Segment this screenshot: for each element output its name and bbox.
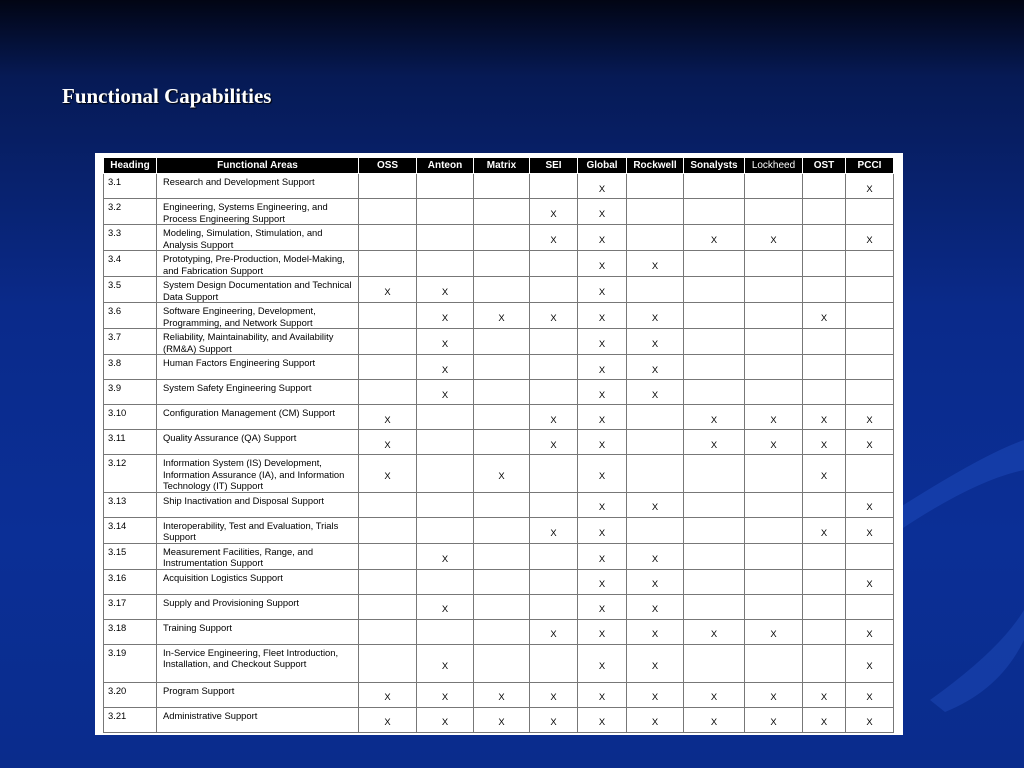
pcci-mark-cell: X: [846, 492, 894, 517]
sei-mark-cell: X: [530, 619, 578, 644]
heading-cell: 3.13: [104, 492, 157, 517]
matrix-mark-cell: [474, 517, 530, 543]
pcci-mark-cell: X: [846, 707, 894, 732]
anteon-mark-cell: [417, 455, 474, 493]
rockwell-mark-cell: [627, 199, 684, 225]
anteon-mark-cell: [417, 619, 474, 644]
oss-mark-cell: X: [359, 430, 417, 455]
ost-mark-cell: [803, 569, 846, 594]
anteon-mark-cell: X: [417, 277, 474, 303]
rockwell-mark-cell: X: [627, 543, 684, 569]
global-mark-cell: X: [578, 405, 627, 430]
lockheed-mark-cell: [745, 329, 803, 355]
column-header-oss: OSS: [359, 158, 417, 174]
rockwell-mark-cell: X: [627, 619, 684, 644]
lockheed-mark-cell: [745, 174, 803, 199]
anteon-mark-cell: X: [417, 303, 474, 329]
anteon-mark-cell: [417, 251, 474, 277]
heading-cell: 3.4: [104, 251, 157, 277]
matrix-mark-cell: [474, 543, 530, 569]
oss-mark-cell: [359, 380, 417, 405]
capabilities-table: [103, 158, 894, 733]
heading-cell: 3.17: [104, 594, 157, 619]
oss-mark-cell: [359, 199, 417, 225]
matrix-mark-cell: [474, 225, 530, 251]
matrix-mark-cell: X: [474, 682, 530, 707]
table-row: [104, 543, 894, 569]
pcci-mark-cell: X: [846, 225, 894, 251]
sonalysts-mark-cell: [684, 380, 745, 405]
matrix-mark-cell: [474, 492, 530, 517]
oss-mark-cell: [359, 303, 417, 329]
sei-mark-cell: [530, 380, 578, 405]
sei-mark-cell: [530, 569, 578, 594]
global-mark-cell: X: [578, 303, 627, 329]
heading-cell: 3.11: [104, 430, 157, 455]
ost-mark-cell: X: [803, 707, 846, 732]
sonalysts-mark-cell: [684, 303, 745, 329]
sei-mark-cell: X: [530, 430, 578, 455]
functional-area-cell: Training Support: [157, 619, 359, 644]
ost-mark-cell: X: [803, 455, 846, 493]
lockheed-mark-cell: [745, 455, 803, 493]
global-mark-cell: X: [578, 455, 627, 493]
heading-cell: 3.12: [104, 455, 157, 493]
table-row: [104, 569, 894, 594]
rockwell-mark-cell: X: [627, 594, 684, 619]
global-mark-cell: X: [578, 355, 627, 380]
matrix-mark-cell: [474, 251, 530, 277]
oss-mark-cell: [359, 619, 417, 644]
table-row: [104, 303, 894, 329]
heading-cell: 3.18: [104, 619, 157, 644]
sonalysts-mark-cell: X: [684, 405, 745, 430]
sonalysts-mark-cell: [684, 455, 745, 493]
column-header-sei: SEI: [530, 158, 578, 174]
lockheed-mark-cell: X: [745, 430, 803, 455]
table-row: [104, 594, 894, 619]
global-mark-cell: X: [578, 251, 627, 277]
matrix-mark-cell: X: [474, 707, 530, 732]
sei-mark-cell: [530, 251, 578, 277]
rockwell-mark-cell: [627, 430, 684, 455]
lockheed-mark-cell: [745, 569, 803, 594]
sei-mark-cell: [530, 174, 578, 199]
functional-area-cell: Ship Inactivation and Disposal Support: [157, 492, 359, 517]
oss-mark-cell: [359, 517, 417, 543]
anteon-mark-cell: [417, 517, 474, 543]
ost-mark-cell: X: [803, 405, 846, 430]
rockwell-mark-cell: X: [627, 251, 684, 277]
ost-mark-cell: [803, 492, 846, 517]
global-mark-cell: X: [578, 380, 627, 405]
column-header-global: Global: [578, 158, 627, 174]
pcci-mark-cell: [846, 329, 894, 355]
lockheed-mark-cell: [745, 492, 803, 517]
table-row: [104, 644, 894, 682]
heading-cell: 3.7: [104, 329, 157, 355]
sonalysts-mark-cell: X: [684, 707, 745, 732]
pcci-mark-cell: X: [846, 517, 894, 543]
lockheed-mark-cell: [745, 277, 803, 303]
heading-cell: 3.8: [104, 355, 157, 380]
ost-mark-cell: [803, 329, 846, 355]
rockwell-mark-cell: X: [627, 303, 684, 329]
ost-mark-cell: [803, 174, 846, 199]
anteon-mark-cell: [417, 174, 474, 199]
sonalysts-mark-cell: [684, 569, 745, 594]
lockheed-mark-cell: [745, 199, 803, 225]
global-mark-cell: X: [578, 329, 627, 355]
sei-mark-cell: X: [530, 225, 578, 251]
ost-mark-cell: [803, 644, 846, 682]
matrix-mark-cell: X: [474, 303, 530, 329]
rockwell-mark-cell: [627, 277, 684, 303]
functional-area-cell: In-Service Engineering, Fleet Introduction, Installation, and Checkout Support: [157, 644, 359, 682]
oss-mark-cell: X: [359, 405, 417, 430]
sei-mark-cell: X: [530, 517, 578, 543]
anteon-mark-cell: [417, 569, 474, 594]
rockwell-mark-cell: [627, 455, 684, 493]
global-mark-cell: X: [578, 682, 627, 707]
rockwell-mark-cell: X: [627, 380, 684, 405]
functional-area-cell: System Safety Engineering Support: [157, 380, 359, 405]
pcci-mark-cell: X: [846, 405, 894, 430]
oss-mark-cell: [359, 594, 417, 619]
ost-mark-cell: [803, 619, 846, 644]
sei-mark-cell: [530, 277, 578, 303]
table-row: [104, 225, 894, 251]
oss-mark-cell: X: [359, 682, 417, 707]
oss-mark-cell: X: [359, 707, 417, 732]
column-header-functional-areas: Functional Areas: [157, 158, 359, 174]
rockwell-mark-cell: X: [627, 329, 684, 355]
anteon-mark-cell: X: [417, 644, 474, 682]
heading-cell: 3.2: [104, 199, 157, 225]
sonalysts-mark-cell: [684, 543, 745, 569]
sonalysts-mark-cell: [684, 517, 745, 543]
pcci-mark-cell: X: [846, 682, 894, 707]
sei-mark-cell: [530, 644, 578, 682]
heading-cell: 3.21: [104, 707, 157, 732]
global-mark-cell: X: [578, 492, 627, 517]
matrix-mark-cell: [474, 619, 530, 644]
oss-mark-cell: [359, 355, 417, 380]
functional-area-cell: Acquisition Logistics Support: [157, 569, 359, 594]
ost-mark-cell: X: [803, 682, 846, 707]
ost-mark-cell: [803, 543, 846, 569]
pcci-mark-cell: [846, 543, 894, 569]
sonalysts-mark-cell: X: [684, 225, 745, 251]
heading-cell: 3.20: [104, 682, 157, 707]
functional-area-cell: Research and Development Support: [157, 174, 359, 199]
heading-cell: 3.6: [104, 303, 157, 329]
sonalysts-mark-cell: [684, 174, 745, 199]
pcci-mark-cell: [846, 251, 894, 277]
rockwell-mark-cell: X: [627, 682, 684, 707]
functional-area-cell: Modeling, Simulation, Stimulation, and Analysis Support: [157, 225, 359, 251]
slide-title: Functional Capabilities: [62, 84, 272, 108]
column-header-ost: OST: [803, 158, 846, 174]
table-row: [104, 682, 894, 707]
column-header-lockheed: Lockheed: [745, 158, 803, 174]
functional-area-cell: Configuration Management (CM) Support: [157, 405, 359, 430]
table-panel: [95, 153, 903, 735]
anteon-mark-cell: X: [417, 594, 474, 619]
pcci-mark-cell: [846, 455, 894, 493]
ost-mark-cell: [803, 594, 846, 619]
table-row: [104, 492, 894, 517]
pcci-mark-cell: [846, 355, 894, 380]
global-mark-cell: X: [578, 619, 627, 644]
heading-cell: 3.1: [104, 174, 157, 199]
pcci-mark-cell: X: [846, 619, 894, 644]
functional-area-cell: Quality Assurance (QA) Support: [157, 430, 359, 455]
matrix-mark-cell: [474, 199, 530, 225]
sonalysts-mark-cell: [684, 199, 745, 225]
sonalysts-mark-cell: [684, 492, 745, 517]
lockheed-mark-cell: [745, 303, 803, 329]
sonalysts-mark-cell: X: [684, 430, 745, 455]
ost-mark-cell: [803, 199, 846, 225]
heading-cell: 3.9: [104, 380, 157, 405]
sei-mark-cell: X: [530, 303, 578, 329]
lockheed-mark-cell: [745, 251, 803, 277]
global-mark-cell: X: [578, 644, 627, 682]
matrix-mark-cell: [474, 174, 530, 199]
pcci-mark-cell: [846, 594, 894, 619]
matrix-mark-cell: X: [474, 455, 530, 493]
rockwell-mark-cell: [627, 225, 684, 251]
anteon-mark-cell: [417, 430, 474, 455]
global-mark-cell: X: [578, 594, 627, 619]
global-mark-cell: X: [578, 225, 627, 251]
oss-mark-cell: [359, 569, 417, 594]
heading-cell: 3.10: [104, 405, 157, 430]
table-row: [104, 707, 894, 732]
global-mark-cell: X: [578, 199, 627, 225]
table-row: [104, 355, 894, 380]
functional-area-cell: Reliability, Maintainability, and Availability (RM&A) Support: [157, 329, 359, 355]
table-row: [104, 405, 894, 430]
lockheed-mark-cell: [745, 355, 803, 380]
table-body: [104, 174, 894, 733]
sei-mark-cell: X: [530, 199, 578, 225]
table-row: [104, 251, 894, 277]
column-header-matrix: Matrix: [474, 158, 530, 174]
oss-mark-cell: X: [359, 455, 417, 493]
anteon-mark-cell: [417, 199, 474, 225]
lockheed-mark-cell: [745, 517, 803, 543]
anteon-mark-cell: X: [417, 329, 474, 355]
table-row: [104, 329, 894, 355]
heading-cell: 3.19: [104, 644, 157, 682]
table-row: [104, 430, 894, 455]
anteon-mark-cell: X: [417, 682, 474, 707]
sei-mark-cell: [530, 329, 578, 355]
table-row: [104, 277, 894, 303]
heading-cell: 3.14: [104, 517, 157, 543]
ost-mark-cell: [803, 251, 846, 277]
rockwell-mark-cell: [627, 174, 684, 199]
rockwell-mark-cell: [627, 517, 684, 543]
oss-mark-cell: [359, 174, 417, 199]
functional-area-cell: Measurement Facilities, Range, and Instrumentation Support: [157, 543, 359, 569]
global-mark-cell: X: [578, 543, 627, 569]
anteon-mark-cell: [417, 405, 474, 430]
sonalysts-mark-cell: X: [684, 682, 745, 707]
rockwell-mark-cell: X: [627, 644, 684, 682]
oss-mark-cell: [359, 225, 417, 251]
table-row: [104, 517, 894, 543]
ost-mark-cell: [803, 355, 846, 380]
functional-area-cell: Prototyping, Pre-Production, Model-Making, and Fabrication Support: [157, 251, 359, 277]
ost-mark-cell: X: [803, 430, 846, 455]
table-row: [104, 174, 894, 199]
ost-mark-cell: X: [803, 303, 846, 329]
sei-mark-cell: [530, 492, 578, 517]
heading-cell: 3.5: [104, 277, 157, 303]
pcci-mark-cell: X: [846, 174, 894, 199]
sonalysts-mark-cell: [684, 251, 745, 277]
sonalysts-mark-cell: [684, 355, 745, 380]
anteon-mark-cell: X: [417, 707, 474, 732]
column-header-sonalysts: Sonalysts: [684, 158, 745, 174]
sei-mark-cell: [530, 594, 578, 619]
matrix-mark-cell: [474, 430, 530, 455]
functional-area-cell: System Design Documentation and Technical Data Support: [157, 277, 359, 303]
sonalysts-mark-cell: [684, 594, 745, 619]
lockheed-mark-cell: X: [745, 405, 803, 430]
global-mark-cell: X: [578, 277, 627, 303]
pcci-mark-cell: X: [846, 569, 894, 594]
pcci-mark-cell: [846, 277, 894, 303]
functional-area-cell: Program Support: [157, 682, 359, 707]
functional-area-cell: Information System (IS) Development, Information Assurance (IA), and Information Technology (IT) Support: [157, 455, 359, 493]
matrix-mark-cell: [474, 594, 530, 619]
functional-area-cell: Supply and Provisioning Support: [157, 594, 359, 619]
functional-area-cell: Software Engineering, Development, Programming, and Network Support: [157, 303, 359, 329]
oss-mark-cell: [359, 251, 417, 277]
anteon-mark-cell: X: [417, 543, 474, 569]
sonalysts-mark-cell: X: [684, 619, 745, 644]
rockwell-mark-cell: X: [627, 492, 684, 517]
anteon-mark-cell: [417, 225, 474, 251]
lockheed-mark-cell: X: [745, 682, 803, 707]
functional-area-cell: Interoperability, Test and Evaluation, Trials Support: [157, 517, 359, 543]
lockheed-mark-cell: X: [745, 225, 803, 251]
table-header-row: [104, 158, 894, 174]
functional-area-cell: Administrative Support: [157, 707, 359, 732]
matrix-mark-cell: [474, 569, 530, 594]
column-header-pcci: PCCI: [846, 158, 894, 174]
oss-mark-cell: X: [359, 277, 417, 303]
oss-mark-cell: [359, 492, 417, 517]
functional-area-cell: Human Factors Engineering Support: [157, 355, 359, 380]
oss-mark-cell: [359, 644, 417, 682]
lockheed-mark-cell: [745, 543, 803, 569]
heading-cell: 3.16: [104, 569, 157, 594]
matrix-mark-cell: [474, 329, 530, 355]
sonalysts-mark-cell: [684, 329, 745, 355]
anteon-mark-cell: X: [417, 355, 474, 380]
sei-mark-cell: [530, 543, 578, 569]
ost-mark-cell: [803, 380, 846, 405]
ost-mark-cell: [803, 277, 846, 303]
sei-mark-cell: X: [530, 405, 578, 430]
lockheed-mark-cell: [745, 380, 803, 405]
pcci-mark-cell: X: [846, 430, 894, 455]
lockheed-mark-cell: [745, 644, 803, 682]
global-mark-cell: X: [578, 707, 627, 732]
rockwell-mark-cell: X: [627, 707, 684, 732]
lockheed-mark-cell: X: [745, 707, 803, 732]
pcci-mark-cell: [846, 303, 894, 329]
pcci-mark-cell: X: [846, 644, 894, 682]
rockwell-mark-cell: [627, 405, 684, 430]
sei-mark-cell: X: [530, 707, 578, 732]
anteon-mark-cell: [417, 492, 474, 517]
table-row: [104, 199, 894, 225]
oss-mark-cell: [359, 329, 417, 355]
table-row: [104, 619, 894, 644]
rockwell-mark-cell: X: [627, 569, 684, 594]
sei-mark-cell: [530, 355, 578, 380]
matrix-mark-cell: [474, 277, 530, 303]
column-header-rockwell: Rockwell: [627, 158, 684, 174]
heading-cell: 3.15: [104, 543, 157, 569]
ost-mark-cell: [803, 225, 846, 251]
sei-mark-cell: X: [530, 682, 578, 707]
ost-mark-cell: X: [803, 517, 846, 543]
matrix-mark-cell: [474, 380, 530, 405]
global-mark-cell: X: [578, 174, 627, 199]
anteon-mark-cell: X: [417, 380, 474, 405]
global-mark-cell: X: [578, 430, 627, 455]
matrix-mark-cell: [474, 644, 530, 682]
sonalysts-mark-cell: [684, 644, 745, 682]
pcci-mark-cell: [846, 199, 894, 225]
matrix-mark-cell: [474, 405, 530, 430]
pcci-mark-cell: [846, 380, 894, 405]
lockheed-mark-cell: [745, 594, 803, 619]
heading-cell: 3.3: [104, 225, 157, 251]
sei-mark-cell: [530, 455, 578, 493]
table-row: [104, 455, 894, 493]
lockheed-mark-cell: X: [745, 619, 803, 644]
matrix-mark-cell: [474, 355, 530, 380]
global-mark-cell: X: [578, 517, 627, 543]
oss-mark-cell: [359, 543, 417, 569]
column-header-heading: Heading: [104, 158, 157, 174]
rockwell-mark-cell: X: [627, 355, 684, 380]
table-row: [104, 380, 894, 405]
sonalysts-mark-cell: [684, 277, 745, 303]
functional-area-cell: Engineering, Systems Engineering, and Process Engineering Support: [157, 199, 359, 225]
column-header-anteon: Anteon: [417, 158, 474, 174]
global-mark-cell: X: [578, 569, 627, 594]
